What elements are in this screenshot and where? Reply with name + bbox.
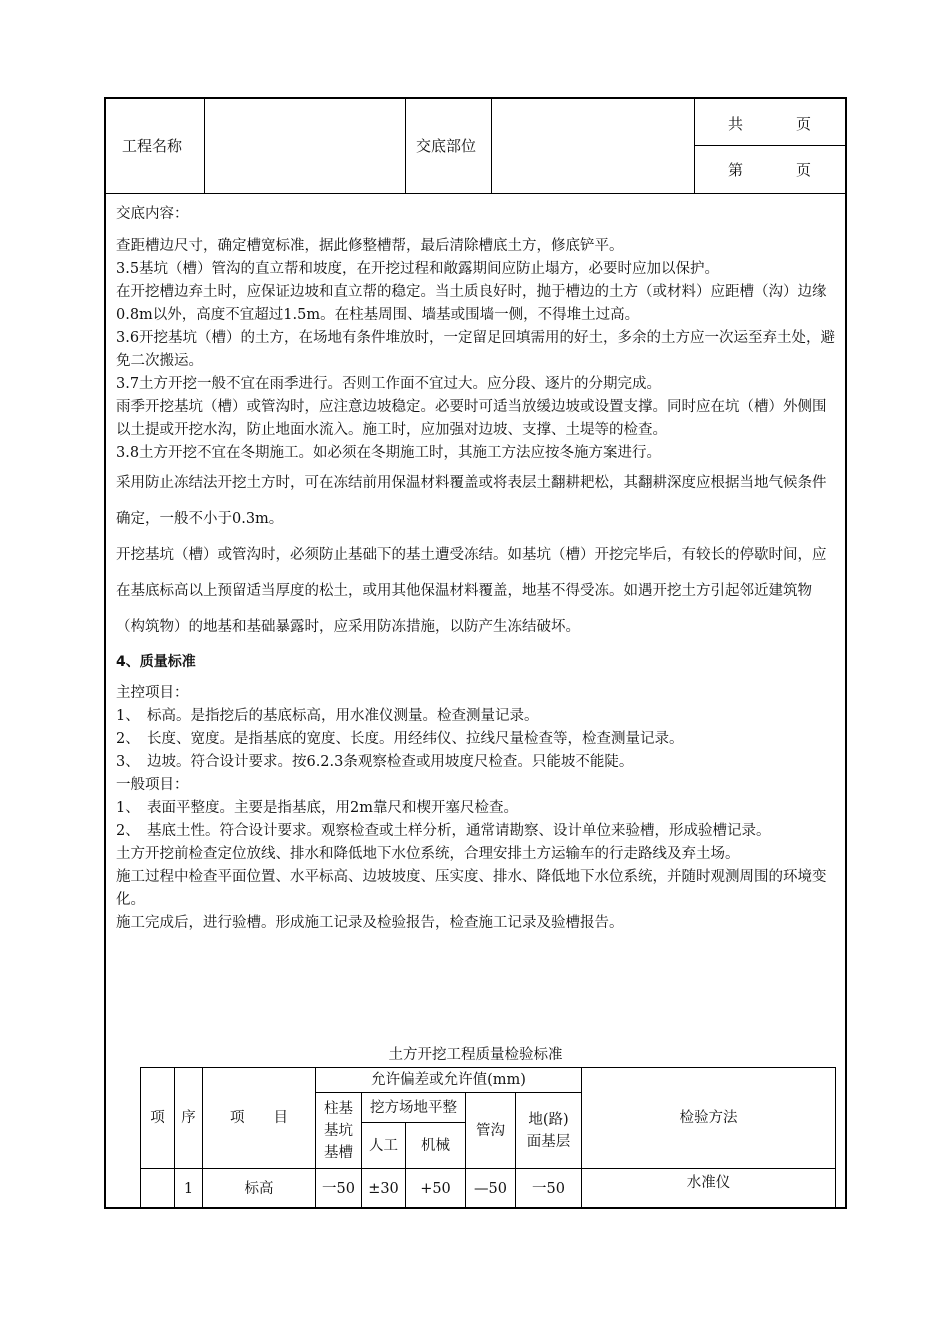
col-header-trench: 管沟	[466, 1093, 516, 1169]
form-header	[106, 99, 845, 194]
handover-content	[116, 203, 840, 935]
col-header-road-line: 地(路)	[528, 1111, 569, 1128]
main-item: 2、 长度、宽度。是指基底的宽度、长度。用经纬仪、拉线尺量检查等，检查测量记录。	[116, 731, 684, 747]
closing-paragraph: 土方开挖前检查定位放线、排水和降低地下水位系统，合理安排土方运输车的行走路线及弃土场。	[116, 846, 740, 862]
col-header-project: 项 目	[203, 1068, 316, 1169]
general-item: 2、 基底土性。符合设计要求。观察检查或土样分析，通常请勘察、设计单位来验槽，形成验槽记录。	[116, 823, 771, 839]
page-no-label: 第	[728, 161, 744, 179]
cell-manual: ±30	[362, 1169, 406, 1209]
handover-location-label: 交底部位	[416, 137, 477, 155]
winter-paragraph: 采用防止冻结法开挖土方时，可在冻结前用保温材料覆盖或将表层土翻耕耙松，其翻耕深度应根据当地气候条件确定，一般不小于0.3m。	[116, 475, 827, 527]
cell-road: 一50	[516, 1169, 582, 1209]
handover-form	[104, 97, 847, 1209]
standard-table-caption: 土方开挖工程质量检验标准	[388, 1047, 563, 1063]
main-item: 3、 边坡。符合设计要求。按6.2.3条观察检查或用坡度尺检查。只能坡不能陡。	[116, 754, 634, 770]
col-header-method: 检验方法	[582, 1068, 836, 1169]
header-divider	[694, 99, 695, 193]
content-intro-label: 交底内容：	[116, 206, 189, 222]
quality-standard-table	[140, 1067, 836, 1209]
project-name-value[interactable]	[206, 101, 403, 191]
handover-location-value[interactable]	[493, 101, 692, 191]
col-header-manual: 人工	[362, 1123, 406, 1169]
content-paragraph: 3.8土方开挖不宜在冬期施工。如必须在冬期施工时，其施工方法应按冬施方案进行。	[116, 445, 662, 461]
cell-method: 水准仪	[582, 1169, 836, 1209]
col-header-site-leveling: 挖方场地平整	[362, 1093, 466, 1123]
main-item: 1、 标高。是指挖后的基底标高，用水准仪测量。检查测量记录。	[116, 708, 539, 724]
header-divider	[694, 145, 845, 146]
table-row	[141, 1169, 836, 1209]
content-paragraph: 3.6开挖基坑（槽）的土方，在场地有条件堆放时，一定留足回填需用的好土，多余的土方应一次运至弃土处，避免二次搬运。	[116, 330, 836, 369]
closing-paragraph: 施工完成后，进行验槽。形成施工记录及检验报告，检查施工记录及验槽报告。	[116, 915, 624, 931]
col-header-road-line: 面基层	[526, 1133, 571, 1150]
content-paragraph: 查距槽边尺寸，确定槽宽标准，据此修整槽帮，最后清除槽底土方，修底铲平。	[116, 238, 624, 254]
col-header-road-base	[516, 1093, 582, 1169]
general-items-label: 一般项目：	[116, 777, 189, 793]
cell-machine: +50	[406, 1169, 466, 1209]
main-items-label: 主控项目：	[116, 685, 189, 701]
header-divider	[204, 99, 205, 193]
cell-pillar: 一50	[316, 1169, 362, 1209]
winter-paragraph: 开挖基坑（槽）或管沟时，必须防止基础下的基土遭受冻结。如基坑（槽）开挖完毕后，有较长的停歇时间，应在基底标高以上预留适当厚度的松土，或用其他保温材料覆盖，地基不得受冻。如遇开挖土方引起邻近建筑物（构筑物）的地基和基础暴露时，应采用防冻措施，以防产生冻结破坏。	[116, 547, 827, 635]
cell-project: 标高	[203, 1169, 316, 1209]
content-paragraph: 在开挖槽边弃土时，应保证边坡和直立帮的稳定。当土质良好时，抛于槽边的土方（或材料）应距槽（沟）边缘0.8m以外，高度不宜超过1.5m。在柱基周围、墙基或围墙一侧，不得堆土过高。	[116, 284, 827, 323]
page-unit: 页	[796, 115, 812, 133]
cell-seq: 1	[175, 1169, 203, 1209]
content-paragraph: 3.5基坑（槽）管沟的直立帮和坡度，在开挖过程和敞露期间应防止塌方，必要时应加以保护。	[116, 261, 720, 277]
col-header-pillar-line: 基槽	[324, 1144, 353, 1161]
col-header-tolerance: 允许偏差或允许值(mm)	[316, 1068, 582, 1093]
col-header-item: 项	[141, 1068, 175, 1169]
header-divider	[405, 99, 406, 193]
content-paragraph: 3.7土方开挖一般不宜在雨季进行。否则工作面不宜过大。应分段、逐片的分期完成。	[116, 376, 662, 392]
content-paragraph: 雨季开挖基坑（槽）或管沟时，应注意边坡稳定。必要时可适当放缓边坡或设置支撑。同时应在坑（槽）外侧围以土提或开挖水沟，防止地面水流入。施工时，应加强对边坡、支撑、土堤等的检查。	[116, 399, 827, 438]
col-header-machine: 机械	[406, 1123, 466, 1169]
header-divider	[491, 99, 492, 193]
cell-item	[141, 1169, 175, 1209]
col-header-pillar	[316, 1093, 362, 1169]
page-unit: 页	[796, 161, 812, 179]
total-pages-label: 共	[728, 115, 744, 133]
cell-trench: —50	[466, 1169, 516, 1209]
col-header-seq: 序	[175, 1068, 203, 1169]
project-name-label: 工程名称	[122, 137, 183, 155]
closing-paragraph: 施工过程中检查平面位置、水平标高、边坡坡度、压实度、排水、降低地下水位系统，并随时观测周围的环境变化。	[116, 869, 827, 908]
col-header-pillar-line: 基坑	[324, 1122, 353, 1139]
general-item: 1、 表面平整度。主要是指基底，用2m靠尺和楔开塞尺检查。	[116, 800, 518, 816]
quality-heading: 4、质量标准	[116, 654, 196, 670]
col-header-pillar-line: 柱基	[324, 1100, 353, 1117]
